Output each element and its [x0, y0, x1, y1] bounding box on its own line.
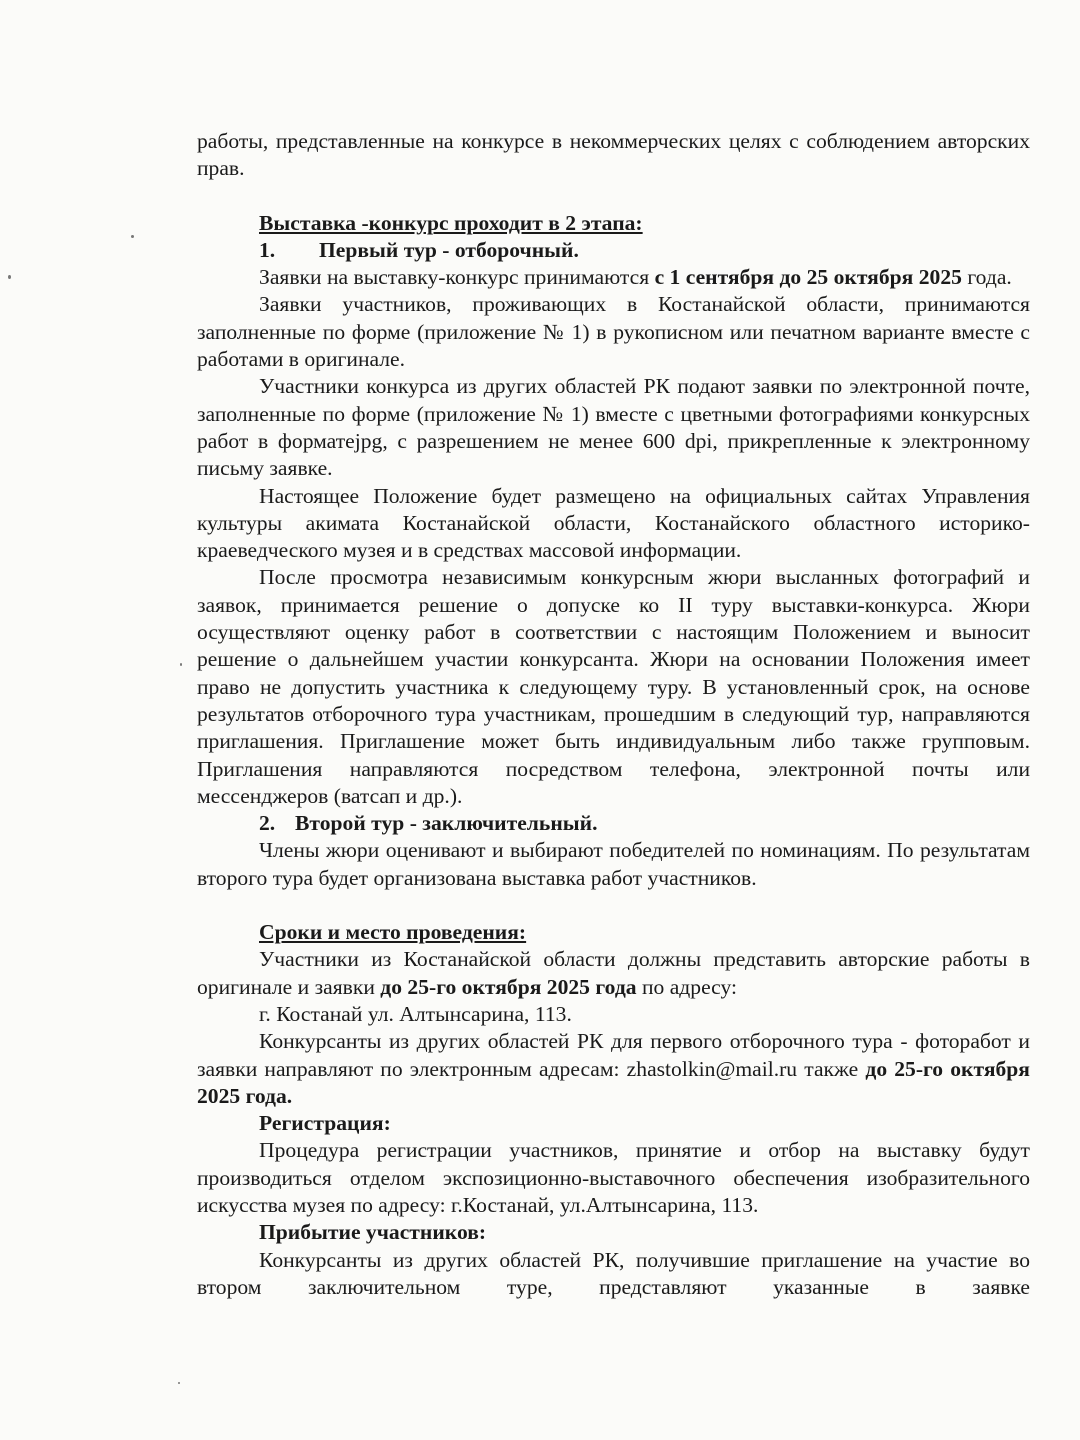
scan-speck [180, 663, 182, 666]
stage-1-number: 1. [259, 237, 276, 262]
text: по адресу: [636, 974, 737, 999]
bold-text: до 25-го октября 2025 года [380, 974, 637, 999]
stage-1-heading [197, 237, 1030, 264]
heading-terms: Сроки и место проведения: [259, 920, 527, 945]
stage-2-number: 2. [259, 811, 276, 836]
document-page [197, 128, 1030, 1301]
paragraph-kostanay-applications: Заявки участников, проживающих в Костанайской области, принимаются заполненные по форме (приложение № 1) в рукописном или печатном варианте вместе с работами в оригинале. [197, 292, 1030, 372]
stage-2-title: Второй тур - заключительный. [295, 811, 598, 836]
paragraph-arrival: Конкурсанты из других областей РК, получившие приглашение на участие во втором заключительном туре, представляют указанные в заявке [197, 1247, 1030, 1299]
bold-text: до 25-го октября 2025 года. [197, 1056, 1030, 1108]
paragraph-publication: Настоящее Положение будет размещено на официальных сайтах Управления культуры акимата Костанайской области, Костанайского областного историко-краеведческого музея и в средствах массовой информации. [197, 483, 1030, 563]
paragraph-applications [197, 264, 1030, 291]
text: года. [961, 265, 1012, 290]
paragraph-other-regions: Участники конкурса из других областей РК подают заявки по электронной почте, заполненные по форме (приложение № 1) вместе с цветными фотографиями конкурсных работ в форматеjpg, с разрешением не менее 600 dpi, прикрепленные к электронному письму заявке. [197, 374, 1030, 481]
paragraph-jury: После просмотра независимым конкурсным жюри высланных фотографий и заявок, принимается решение о допуске ко II туру выставки-конкурса. Жюри осуществляют оценку работ в соответствии с настоящим Положением и выносит решение о дальнейшем участии конкурсанта. Жюри на основании Положения имеет право не допустить участника к следующему туру. В установленный срок, на основе результатов отборочного тура участникам, прошедшим в следующий тур, направляются приглашения. Приглашение может быть индивидуальным либо также групповым. Приглашения направляются посредством телефона, электронной почты или мессенджеров (ватсап и др.). [197, 565, 1030, 808]
text: Заявки на выставку-конкурс принимаются [259, 265, 655, 290]
paragraph-winners: Члены жюри оценивают и выбирают победителей по номинациям. По результатам второго тура будет организована выставка работ участников. [197, 838, 1030, 890]
stage-2-heading [197, 810, 1030, 837]
scan-speck [8, 275, 11, 279]
paragraph-registration: Процедура регистрации участников, принятие и отбор на выставку будут производиться отделом экспозиционно-выставочного обеспечения изобразительного искусства музея по адресу: г.Костанай, ул.Алтынсарина, 113. [197, 1138, 1030, 1217]
bold-text: с 1 сентября до 25 октября 2025 [654, 265, 962, 290]
paragraph-originals [197, 946, 1030, 1001]
stage-1-title: Первый тур - отборочный. [319, 237, 579, 262]
paragraph-intro: работы, представленные на конкурсе в некоммерческих целях с соблюдением авторских прав. [197, 129, 1030, 181]
scan-speck [131, 235, 134, 238]
text: Конкурсанты из других областей РК для первого отборочного тура - фоторабот и заявки направляют по электронным адресам: zhastolkin@mail.ru также [197, 1029, 1030, 1081]
text: Участники из Костанайской области должны представить авторские работы в оригинале и заявки [197, 947, 1030, 999]
heading-arrival: Прибытие участников: [259, 1220, 487, 1245]
heading-registration: Регистрация: [259, 1111, 391, 1136]
scan-speck [178, 1382, 180, 1384]
paragraph-email [197, 1028, 1030, 1110]
paragraph-address: г. Костанай ул. Алтынсарина, 113. [259, 1001, 572, 1026]
spacer [197, 183, 1030, 210]
spacer [197, 892, 1030, 919]
heading-stages: Выставка -конкурс проходит в 2 этапа: [259, 210, 643, 235]
